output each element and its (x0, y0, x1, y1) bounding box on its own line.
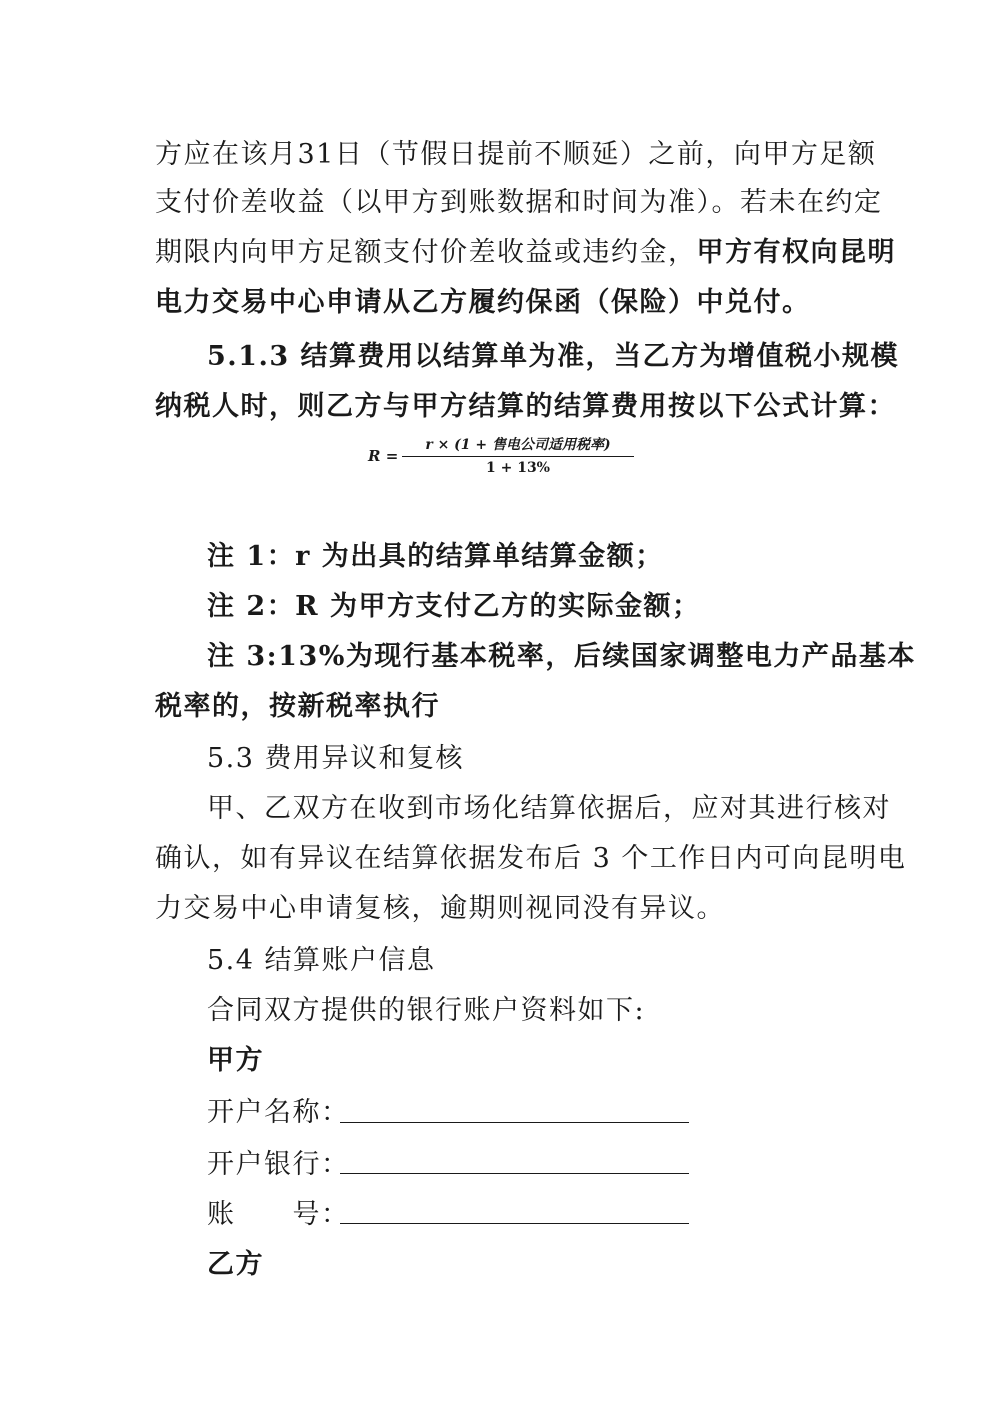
note-2: 注 2：R 为甲方支付乙方的实际金额； (207, 591, 701, 622)
clause-5-1-3-line: 5.1.3 结算费用以结算单为准，当乙方为增值税小规模 (207, 341, 900, 372)
account-number-blank (340, 1223, 689, 1224)
bold-paragraph-line: 电力交易中心申请从乙方履约保函（保险）中兑付。 (155, 287, 811, 318)
section-5-3-line: 力交易中心申请复核，逾期则视同没有异议。 (155, 893, 725, 924)
note-3-line: 注 3:13%为现行基本税率，后续国家调整电力产品基本 (207, 641, 916, 672)
account-number-label: 账 号： (207, 1199, 350, 1230)
paragraph-line: 支付价差收益（以甲方到账数据和时间为准）。若未在约定 (155, 187, 883, 218)
section-5-3-line: 确认，如有异议在结算依据发布后 3 个工作日内可向昆明电 (155, 843, 907, 874)
account-name-label: 开户名称： (207, 1097, 350, 1128)
fraction-bar (402, 456, 634, 457)
paragraph-text: 期限内向甲方足额支付价差收益或违约金， (155, 237, 697, 268)
bold-clause-text: 甲方有权向昆明 (696, 237, 896, 268)
note-1: 注 1：r 为出具的结算单结算金额； (207, 541, 664, 572)
account-name-blank (340, 1122, 689, 1123)
bank-blank (340, 1173, 689, 1174)
party-b-label: 乙方 (207, 1249, 264, 1280)
bank-label: 开户银行： (207, 1149, 350, 1180)
paragraph-line: 方应在该月31日（节假日提前不顺延）之前，向甲方足额 (155, 139, 877, 170)
formula-lhs: R = (368, 447, 399, 465)
note-3-line: 税率的，按新税率执行 (155, 691, 440, 722)
formula-denominator: 1 + 13% (485, 460, 550, 476)
clause-5-1-3-line: 纳税人时，则乙方与甲方结算的结算费用按以下公式计算： (155, 391, 896, 422)
section-5-3-line: 甲、乙双方在收到市场化结算依据后，应对其进行核对 (207, 793, 891, 824)
paragraph-line (155, 235, 896, 271)
section-5-3-heading: 5.3 费用异议和复核 (207, 743, 465, 774)
settlement-formula (368, 434, 638, 484)
section-5-4-intro: 合同双方提供的银行账户资料如下: (207, 995, 646, 1026)
party-a-label: 甲方 (207, 1045, 264, 1076)
section-5-4-heading: 5.4 结算账户信息 (207, 945, 436, 976)
formula-numerator: r × (1 + 售电公司适用税率) (425, 437, 611, 453)
